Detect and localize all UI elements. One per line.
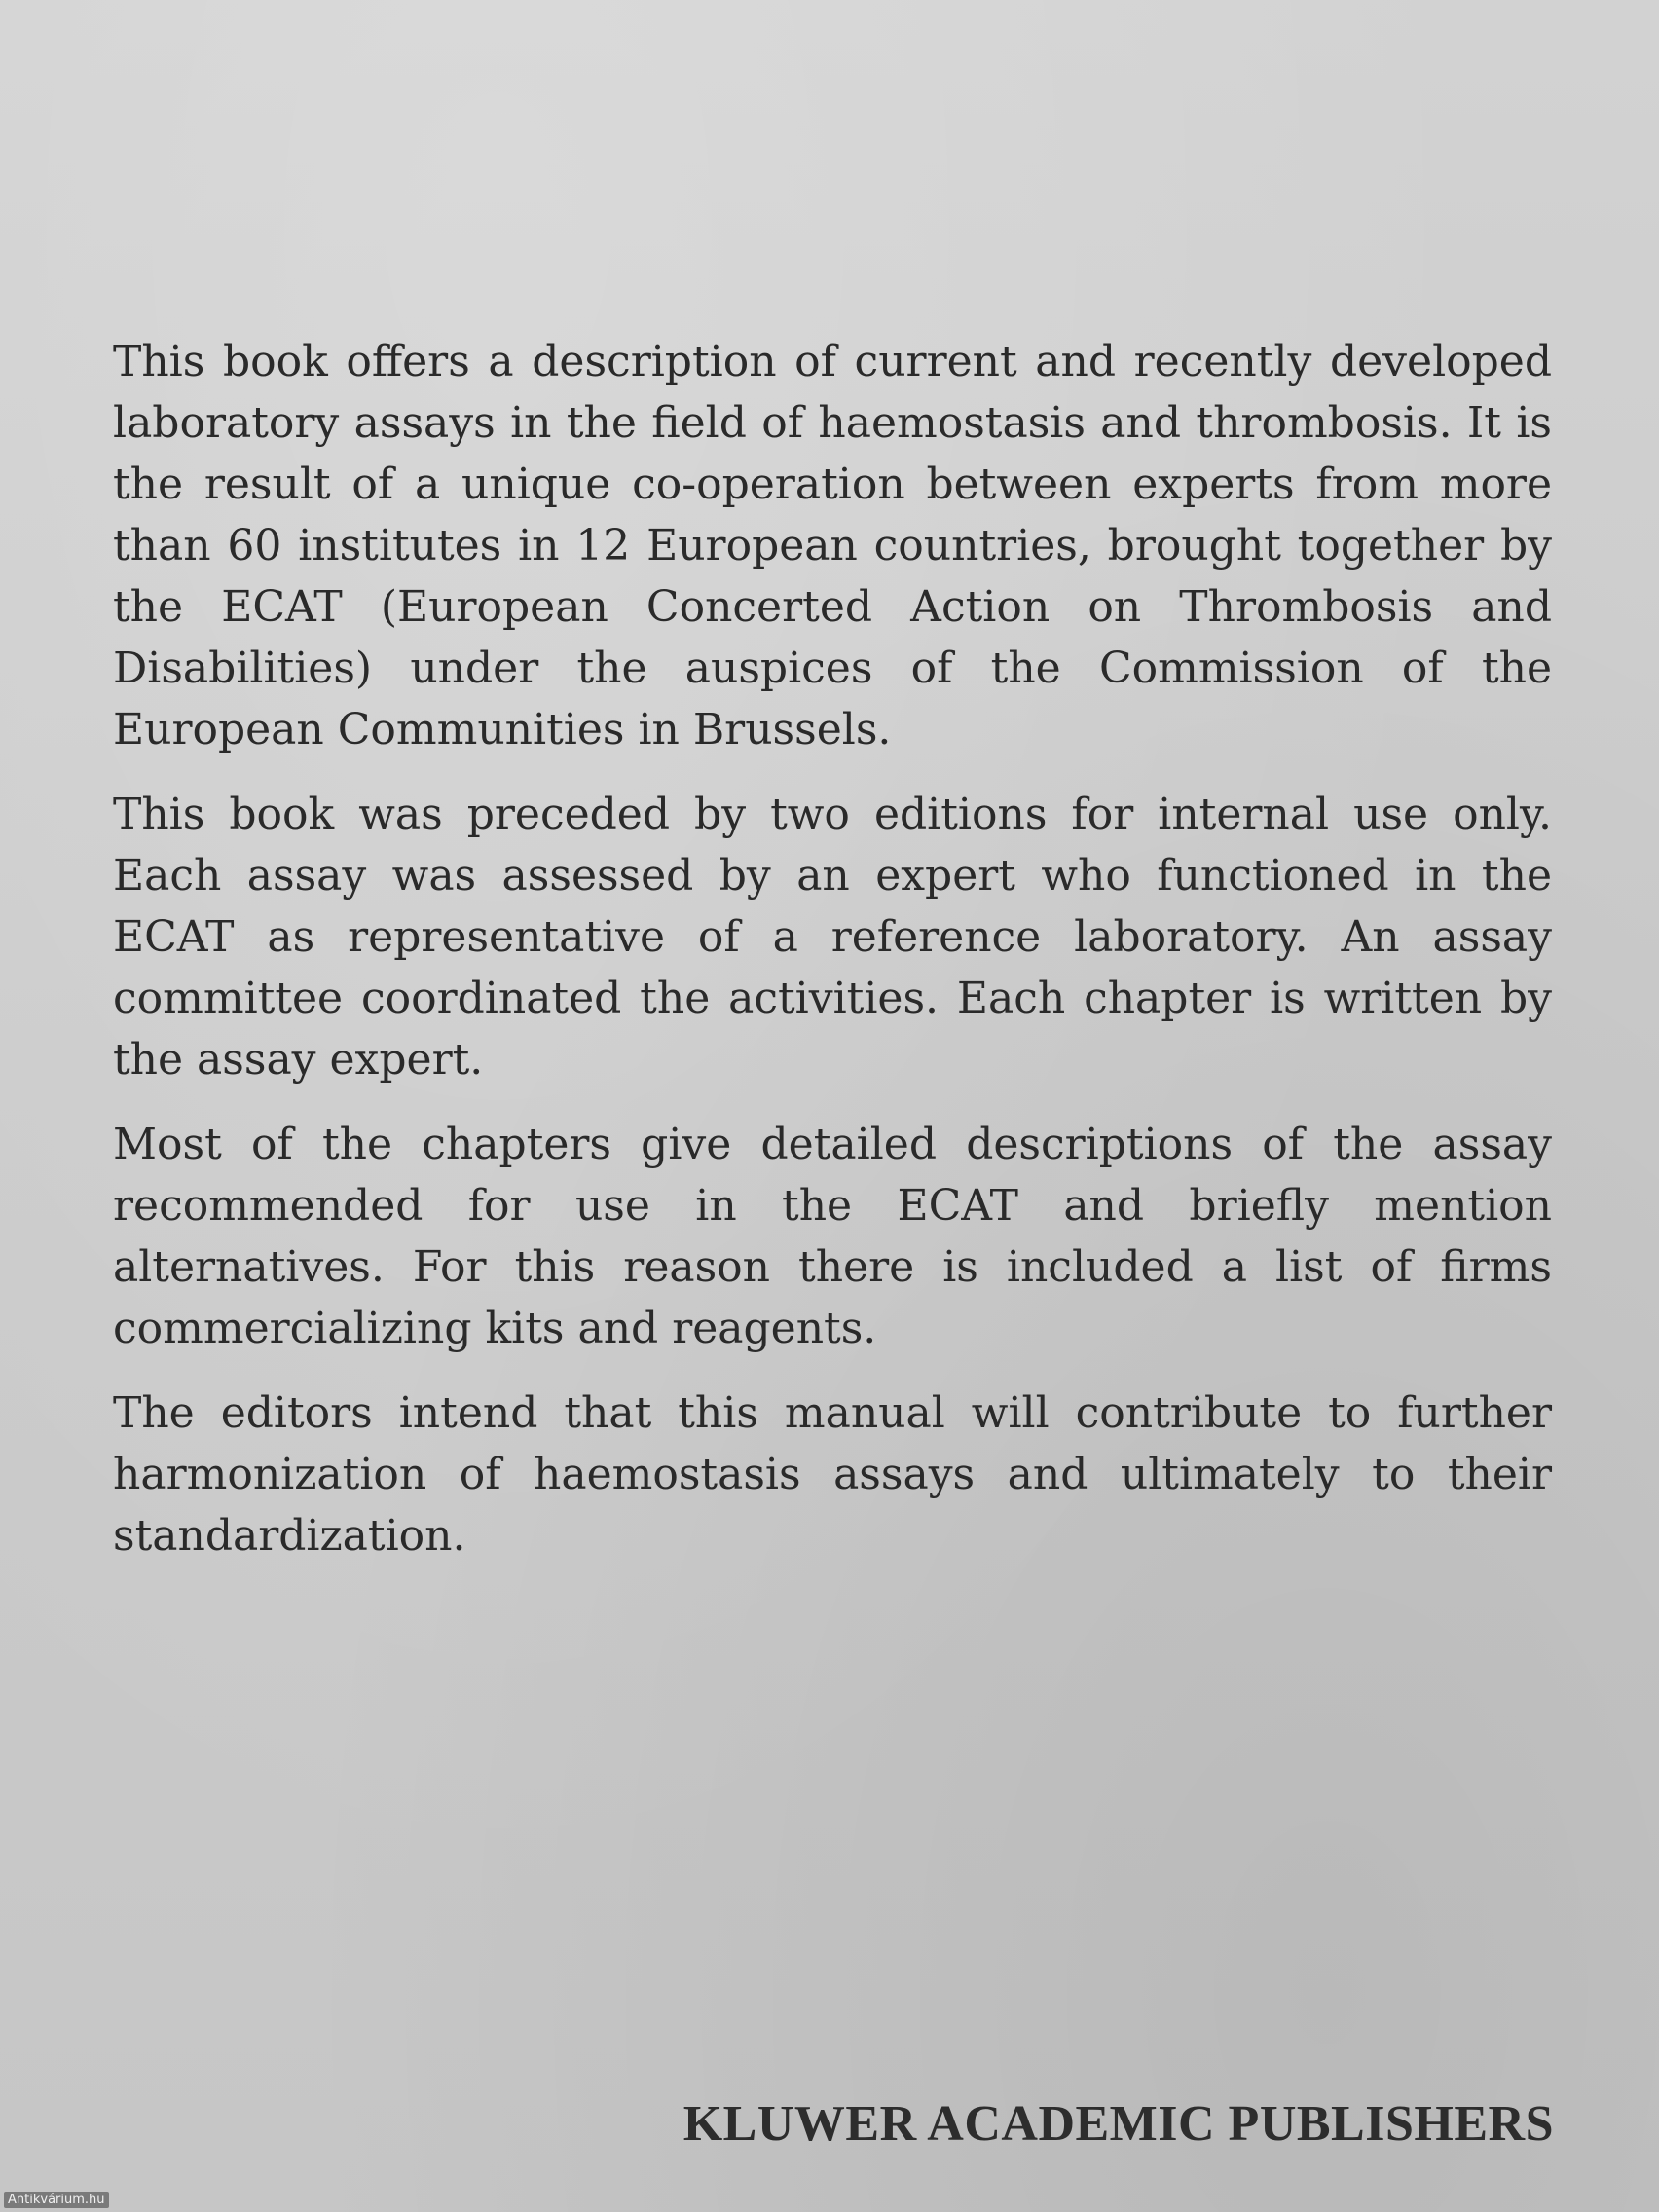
paragraph-chapters: Most of the chapters give detailed descriptions of the assay recommended for use in the ECAT and briefly mention alternatives. For this reason there is included a list of firms commercializing kits and reagents. <box>113 1120 1552 1353</box>
blurb <box>113 331 1552 1590</box>
watermark: Antikvárium.hu <box>4 2192 109 2208</box>
paragraph-intro: This book offers a description of current and recently developed laboratory assays in the field of haemostasis and thrombosis. It is the result of a unique co-operation between experts from more than 60 institutes in 12 European countries, brought together by the ECAT (European Concerted Action on Thrombosis and Disabilities) under the auspices of the Commission of the European Communities in Brussels. <box>113 337 1552 755</box>
publisher-name: KLUWER ACADEMIC PUBLISHERS <box>682 2096 1554 2152</box>
paragraph-editions: This book was preceded by two editions for internal use only. Each assay was assessed by an expert who functioned in the ECAT as representative of a reference laboratory. An assay committee coordinated the activities. Each chapter is written by the assay expert. <box>113 790 1552 1085</box>
paragraph-editors: The editors intend that this manual will contribute to further harmonization of haemostasis assays and ultimately to their standardization. <box>113 1388 1552 1561</box>
